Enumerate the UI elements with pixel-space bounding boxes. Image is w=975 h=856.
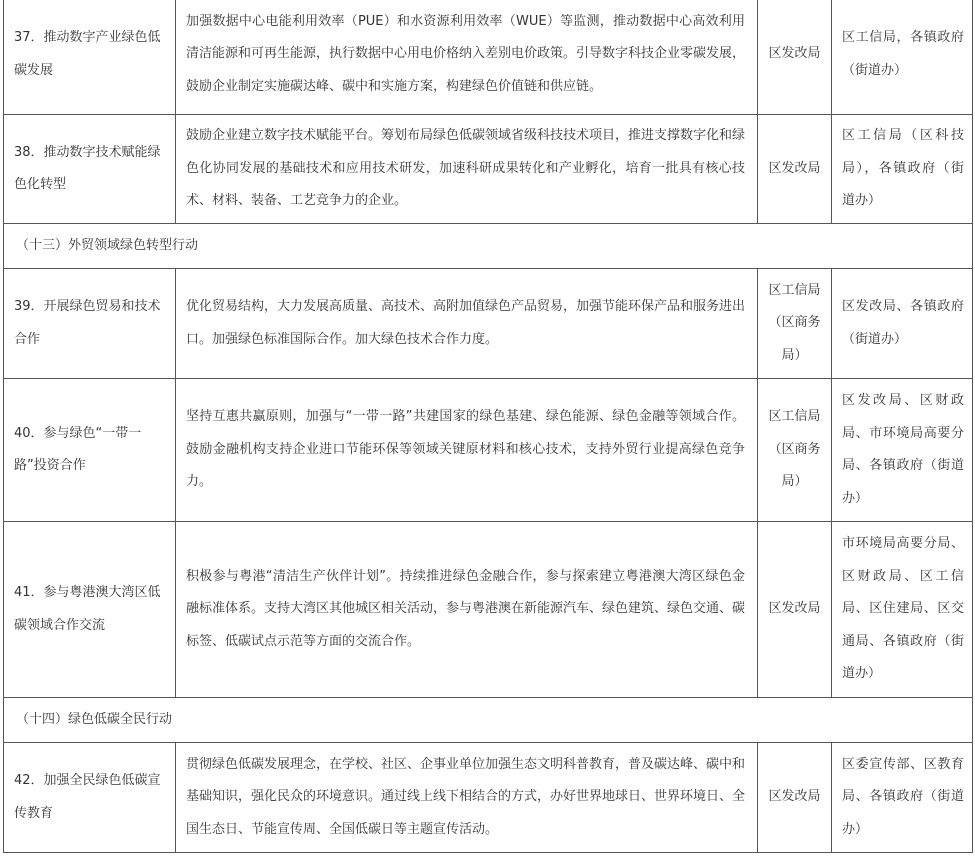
task-content: 贯彻绿色低碳发展理念，在学校、社区、企事业单位加强生态文明科普教育，普及碳达峰、碳中和基础知识，强化民众的环境意识。通过线上线下相结合的方式，办好世界地球日、世界环境日、全国生态日、节能宣传周、全国低碳日等主题宣传活动。 (176, 743, 758, 853)
assisting-departments: 区发改局、区财政局、市环境局高要分局、各镇政府（街道办） (832, 379, 973, 522)
lead-department: 区工信局（区商务局） (758, 379, 832, 522)
section-row (4, 698, 973, 743)
lead-department: 区发改局 (758, 743, 832, 853)
assisting-departments: 区发改局、各镇政府（街道办） (832, 269, 973, 379)
task-name: 40．参与绿色“一带一路”投资合作 (4, 379, 176, 522)
task-content: 鼓励企业建立数字技术赋能平台。筹划布局绿色低碳领域省级科技技术项目，推进支撑数字化和绿色化协同发展的基础技术和应用技术研发，加速科研成果转化和产业孵化，培育一批具有核心技术、材料、装备、工艺竞争力的企业。 (176, 115, 758, 224)
task-content: 坚持互惠共赢原则，加强与“一带一路”共建国家的绿色基建、绿色能源、绿色金融等领域合作。鼓励金融机构支持企业进口节能环保等领域关键原材料和核心技术，支持外贸行业提高绿色竞争力。 (176, 379, 758, 522)
table-row (4, 743, 973, 853)
task-name: 38．推动数字技术赋能绿色化转型 (4, 115, 176, 224)
section-title: （十三）外贸领域绿色转型行动 (4, 224, 973, 269)
table-row (4, 522, 973, 698)
lead-department: 区发改局 (758, 522, 832, 698)
action-table (3, 0, 973, 853)
table-row (4, 0, 973, 115)
task-name: 42．加强全民绿色低碳宣传教育 (4, 743, 176, 853)
lead-department: 区工信局（区商务局） (758, 269, 832, 379)
lead-department: 区发改局 (758, 0, 832, 115)
lead-department: 区发改局 (758, 115, 832, 224)
task-content: 加强数据中心电能利用效率（PUE）和水资源利用效率（WUE）等监测，推动数据中心高效利用清洁能源和可再生能源，执行数据中心用电价格纳入差别电价政策。引导数字科技企业零碳发展，鼓励企业制定实施碳达峰、碳中和实施方案，构建绿色价值链和供应链。 (176, 0, 758, 115)
section-title: （十四）绿色低碳全民行动 (4, 698, 973, 743)
assisting-departments: 区委宣传部、区教育局、各镇政府（街道办） (832, 743, 973, 853)
task-content: 优化贸易结构，大力发展高质量、高技术、高附加值绿色产品贸易，加强节能环保产品和服务进出口。加强绿色标准国际合作。加大绿色技术合作力度。 (176, 269, 758, 379)
assisting-departments: 区工信局（区科技局），各镇政府（街道办） (832, 115, 973, 224)
task-name: 39．开展绿色贸易和技术合作 (4, 269, 176, 379)
task-name: 37．推动数字产业绿色低碳发展 (4, 0, 176, 115)
table-row (4, 379, 973, 522)
assisting-departments: 区工信局，各镇政府（街道办） (832, 0, 973, 115)
assisting-departments: 市环境局高要分局、区财政局、区工信局、区住建局、区交通局、各镇政府（街道办） (832, 522, 973, 698)
task-content: 积极参与粤港“清洁生产伙伴计划”。持续推进绿色金融合作，参与探索建立粤港澳大湾区绿色金融标准体系。支持大湾区其他城区相关活动，参与粤港澳在新能源汽车、绿色建筑、绿色交通、碳标签、低碳试点示范等方面的交流合作。 (176, 522, 758, 698)
task-name: 41．参与粤港澳大湾区低碳领域合作交流 (4, 522, 176, 698)
section-row (4, 224, 973, 269)
table-row (4, 115, 973, 224)
table-row (4, 269, 973, 379)
